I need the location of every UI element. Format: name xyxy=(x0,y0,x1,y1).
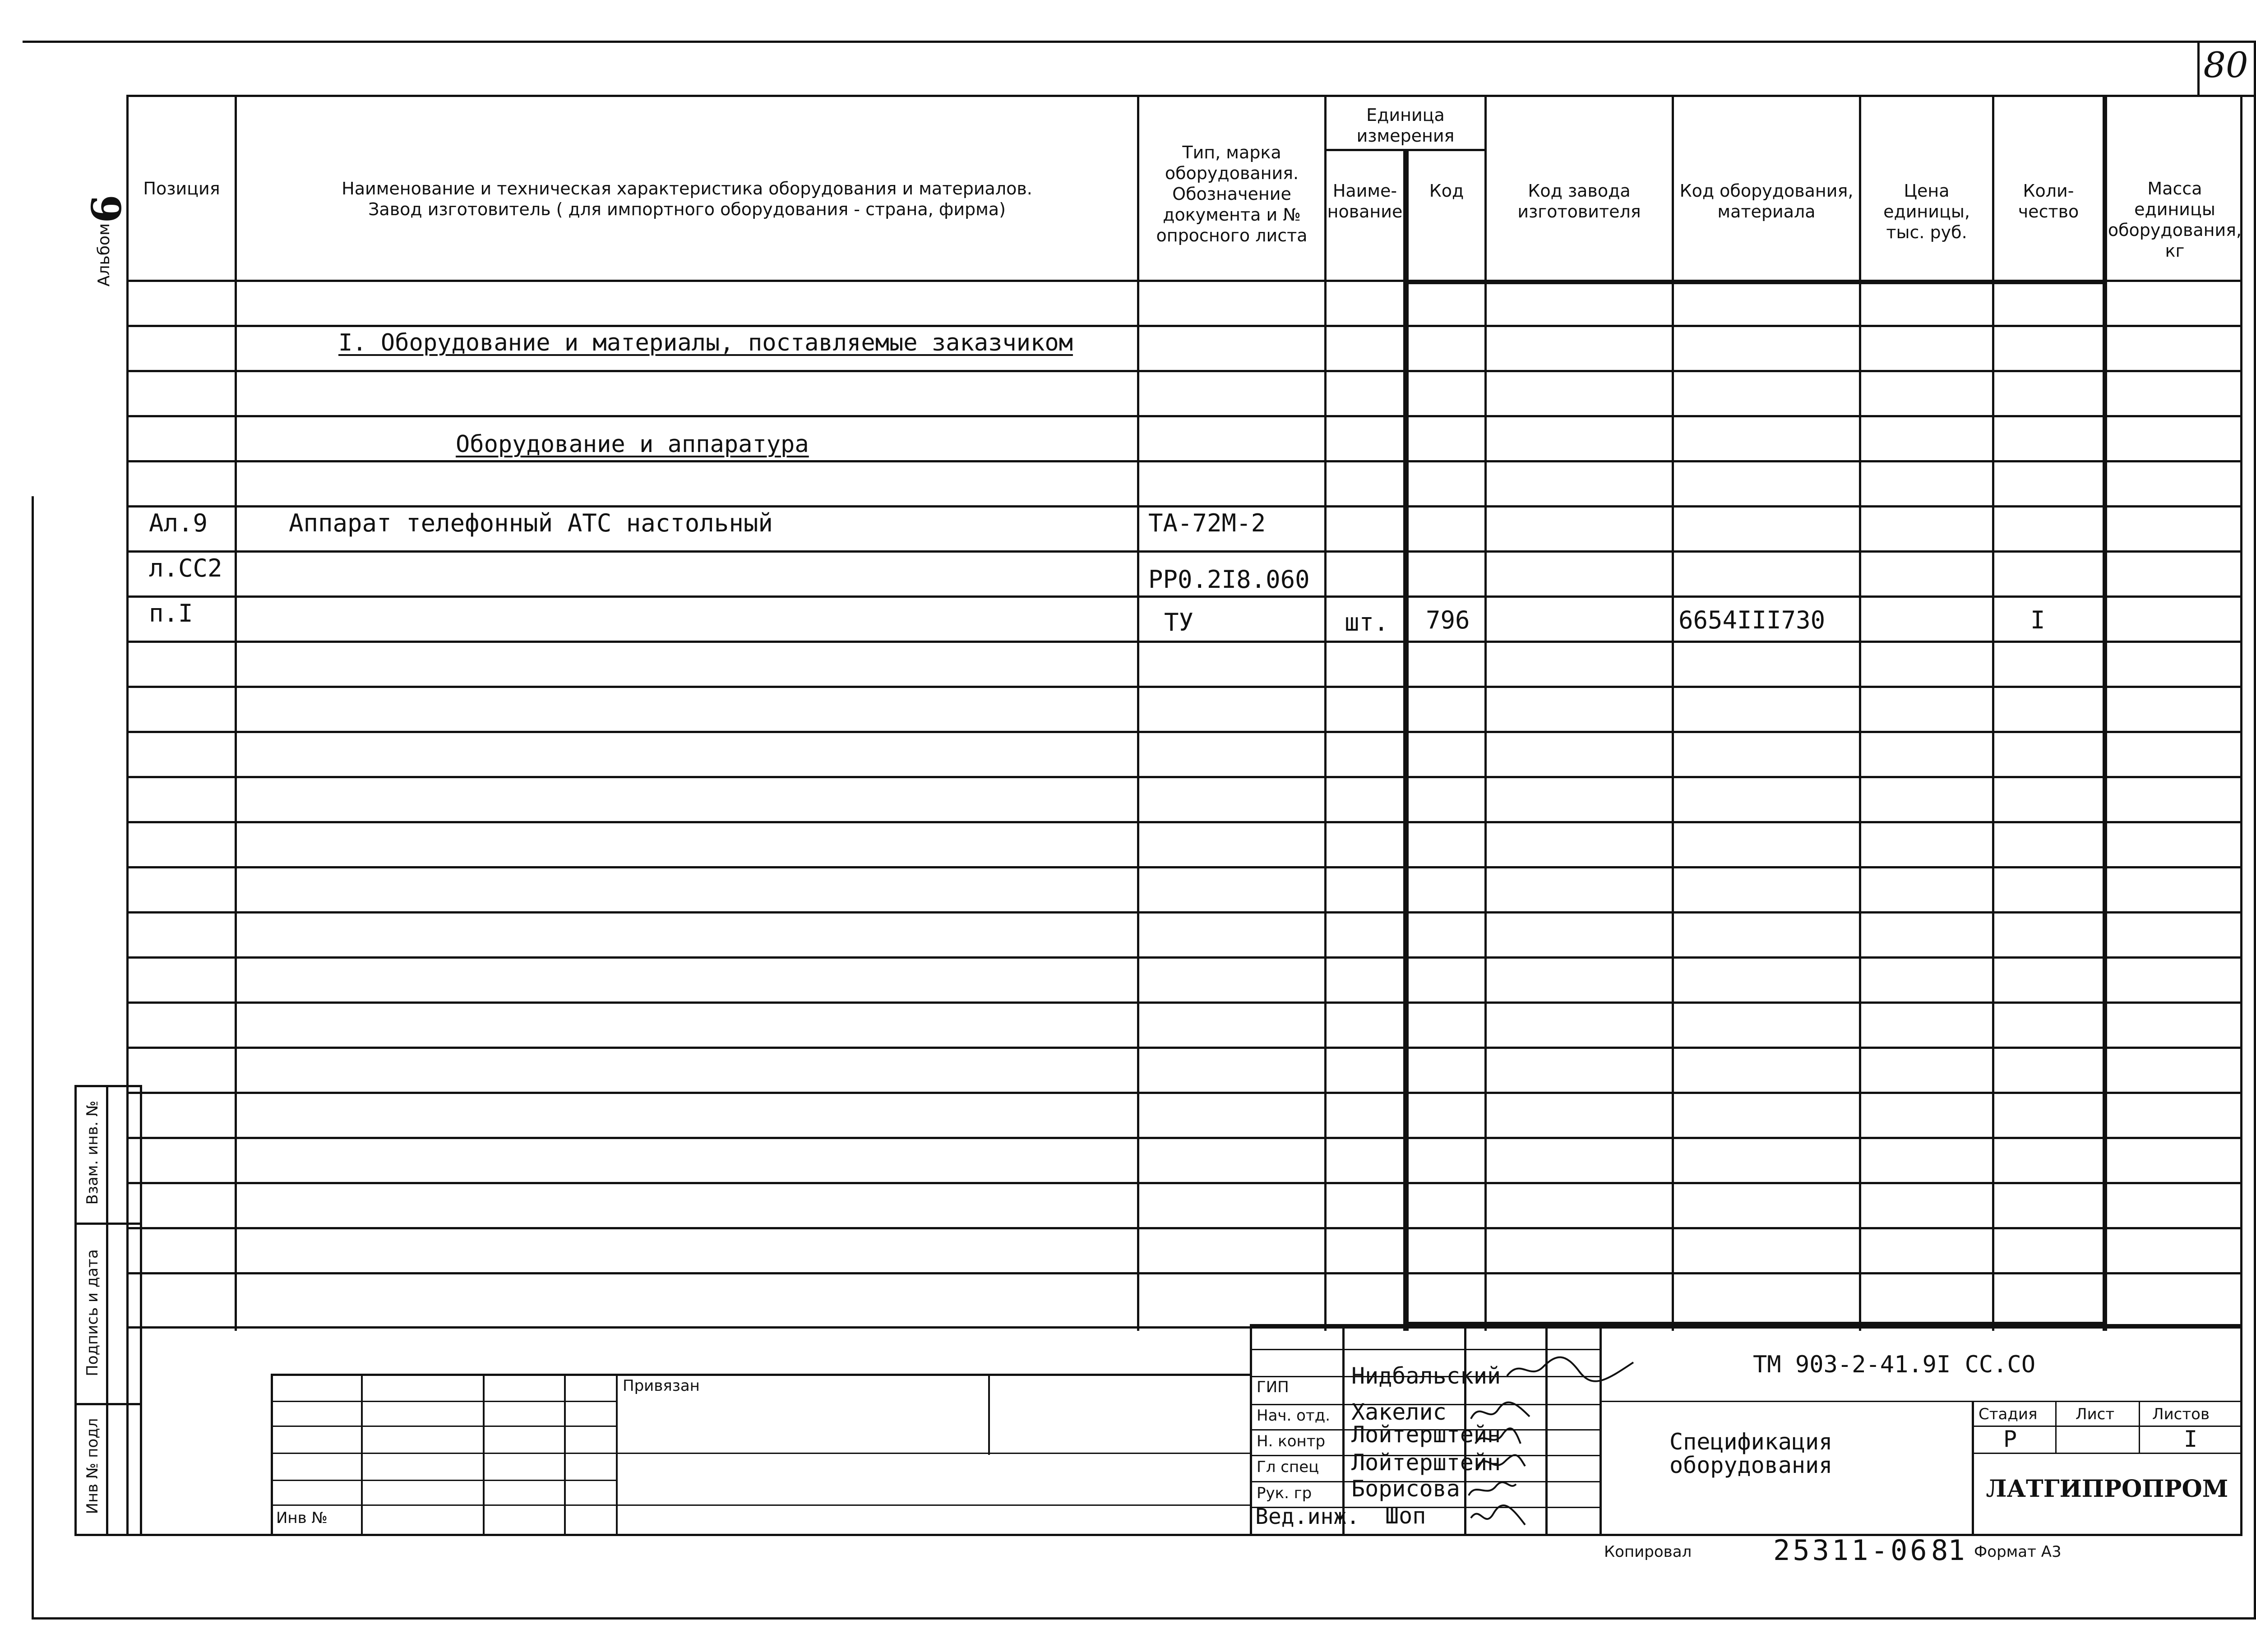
binding-row xyxy=(271,1453,1250,1454)
row-line xyxy=(126,731,2242,733)
row-line xyxy=(126,1272,2242,1274)
stage-value: Р xyxy=(2003,1426,2017,1452)
binding-attached: Привязан xyxy=(623,1377,700,1395)
header-unit-group: Единица измерения xyxy=(1356,105,1455,146)
binding-inv-no: Инв № xyxy=(276,1509,328,1527)
binding-row xyxy=(271,1504,1250,1506)
doc-title-right xyxy=(1972,1401,1974,1534)
stage-label: Стадия xyxy=(1979,1405,2038,1423)
binding-row xyxy=(271,1426,616,1427)
header-mass: Масса единицы оборудования, кг xyxy=(2108,179,2242,261)
doc-area-left xyxy=(1600,1324,1602,1534)
name-norm-control: Лойтерштейн xyxy=(1351,1421,1501,1448)
section-title: I. Оборудование и материалы, поставляемые заказчиком xyxy=(338,329,1073,356)
footer-archive-number: 25311-06 xyxy=(1773,1534,1930,1567)
header-plant-code: Код завода изготовителя xyxy=(1517,181,1641,221)
organization: ЛАТГИПРОПРОМ xyxy=(1986,1475,2228,1503)
header-position: Позиция xyxy=(143,179,220,198)
row-line xyxy=(126,460,2242,462)
role-head-dept: Нач. отд. xyxy=(1257,1407,1331,1425)
row-2-type: РР0.2I8.060 xyxy=(1148,565,1310,594)
row-line xyxy=(126,505,2242,508)
side-sign-date: Подпись и дата xyxy=(83,1249,102,1376)
row-line xyxy=(126,1182,2242,1184)
sheets-value: I xyxy=(2184,1426,2198,1452)
left-border-line xyxy=(32,496,34,1620)
col-line-position xyxy=(235,95,237,1331)
binding-col xyxy=(988,1374,990,1455)
row-line xyxy=(126,415,2242,417)
signature-norm-control xyxy=(1471,1426,1525,1450)
binding-row xyxy=(271,1401,616,1402)
role-group-lead: Рук. гр xyxy=(1257,1484,1312,1502)
stage-col xyxy=(2055,1401,2057,1453)
row-1-position: Ал.9 xyxy=(149,509,208,537)
header-equipment-code: Код оборудования, материала xyxy=(1679,181,1854,221)
page-number: 80 xyxy=(2203,45,2248,86)
row-line xyxy=(126,776,2242,778)
name-lead-engineer: Шоп xyxy=(1385,1503,1426,1529)
row-line xyxy=(126,866,2242,868)
row-line xyxy=(126,325,2242,327)
row-line xyxy=(126,595,2242,598)
name-gip: Нидбальский xyxy=(1351,1363,1501,1389)
header-name: Наименование и техническая характеристика оборудования и материалов. Завод изготовитель ( для импортного оборудования - страна, фирма) xyxy=(342,179,1032,219)
row-3-type: ТУ xyxy=(1164,608,1194,637)
row-line xyxy=(126,1326,2242,1329)
top-border-line xyxy=(23,41,2256,43)
header-quantity: Коли- чество xyxy=(2018,181,2079,221)
signature-head-dept xyxy=(1466,1398,1534,1426)
header-unit-name: Наиме- нование xyxy=(1327,181,1403,221)
row-line xyxy=(126,550,2242,553)
signature-chief-spec xyxy=(1473,1450,1527,1475)
footer-format: Формат А3 xyxy=(1974,1543,2062,1561)
subsection-title: Оборудование и аппаратура xyxy=(456,431,809,458)
name-group-lead: Борисова xyxy=(1351,1476,1460,1502)
row-line xyxy=(126,1047,2242,1049)
body-thick-top xyxy=(1403,280,2107,284)
row-3-equipment-code: 6654III730 xyxy=(1678,606,1826,634)
name-chief-spec: Лойтерштейн xyxy=(1351,1449,1501,1476)
doc-code-line xyxy=(1600,1401,2242,1402)
signature-group-lead xyxy=(1464,1477,1518,1502)
row-line xyxy=(126,821,2242,823)
stamp-top-line xyxy=(1250,1324,2242,1326)
side-replace-inv: Взам. инв. № xyxy=(83,1100,102,1205)
row-3-quantity: I xyxy=(2030,606,2045,634)
document-title: Спецификация оборудования xyxy=(1669,1429,1833,1478)
side-inv-original: Инв № подл xyxy=(83,1418,102,1514)
header-type: Тип, марка оборудования. Обозначение документа и № опросного листа xyxy=(1156,143,1308,245)
row-1-type: ТА-72М-2 xyxy=(1148,509,1266,537)
row-line xyxy=(126,686,2242,688)
col-line-type xyxy=(1324,95,1327,1331)
header-unit-code: Код xyxy=(1429,181,1464,201)
document-code: ТМ 903-2-41.9I СС.СО xyxy=(1753,1351,2036,1378)
row-line xyxy=(126,1001,2242,1004)
role-norm-control: Н. контр xyxy=(1257,1432,1326,1450)
specification-table xyxy=(126,95,2242,1536)
bottom-border-line xyxy=(32,1617,2256,1620)
row-line xyxy=(126,370,2242,372)
row-line xyxy=(126,1137,2242,1139)
stage-value-line xyxy=(1972,1453,2242,1454)
row-line xyxy=(126,956,2242,959)
name-head-dept: Хакелис xyxy=(1351,1399,1447,1425)
row-line xyxy=(126,1227,2242,1229)
signature-lead-engineer xyxy=(1466,1502,1530,1534)
row-3-position: п.I xyxy=(149,599,193,628)
right-border-line xyxy=(2254,41,2256,1620)
row-line xyxy=(126,641,2242,643)
row-1-name: Аппарат телефонный АТС настольный xyxy=(289,509,773,537)
footer-copied: Копировал xyxy=(1604,1543,1692,1561)
signature-gip xyxy=(1502,1349,1638,1389)
row-2-position: л.СС2 xyxy=(149,554,222,582)
footer-archive-sheet: 81 xyxy=(1931,1534,1965,1567)
row-3-unit-name: шт. xyxy=(1345,608,1389,637)
role-gip: ГИП xyxy=(1257,1378,1289,1396)
col-line-name xyxy=(1137,95,1139,1331)
row-line xyxy=(126,911,2242,914)
stage-col xyxy=(2139,1401,2140,1453)
binding-row xyxy=(271,1480,616,1481)
row-line xyxy=(126,1092,2242,1094)
album-number: 6 xyxy=(83,194,131,223)
header-price: Цена единицы, тыс. руб. xyxy=(1883,181,1970,242)
row-3-unit-code: 796 xyxy=(1426,606,1470,634)
sheets-label: Листов xyxy=(2152,1405,2210,1423)
side-stamp-divider xyxy=(106,1085,108,1536)
sheet-label: Лист xyxy=(2076,1405,2115,1423)
role-lead-engineer: Вед.инж. xyxy=(1255,1504,1360,1529)
role-chief-spec: Гл спец xyxy=(1257,1458,1319,1476)
album-label: Альбом xyxy=(95,223,113,287)
